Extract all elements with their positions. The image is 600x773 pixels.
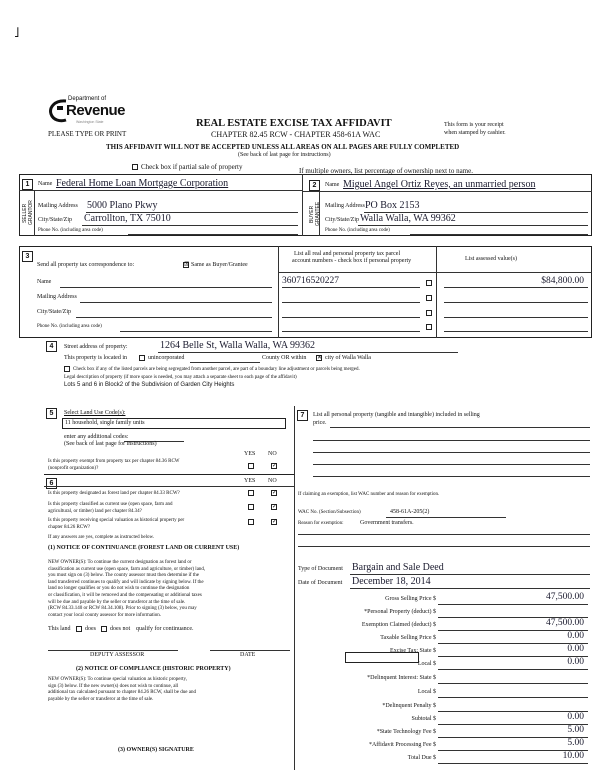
doc-type[interactable]: Bargain and Sale Deed bbox=[352, 562, 444, 573]
instructions-note: (See back of last page for instructions) bbox=[238, 152, 331, 158]
land-use-instructions: (See back of last page for instructions) bbox=[64, 441, 157, 447]
segregated-label: Check box if any of the listed parcels are being segregated from another parcel, are part of a boundary line adjustment or parcels being merged. bbox=[73, 367, 360, 372]
buyer-phone-label: Phone No. (including area code) bbox=[325, 228, 390, 233]
tax-row-label: Local $ bbox=[417, 661, 436, 667]
reason-label: Reason for exemption: bbox=[298, 521, 344, 526]
tax-row-label: *State Technology Fee $ bbox=[376, 729, 436, 735]
unincorporated-checkbox[interactable] bbox=[139, 355, 145, 361]
street-address[interactable]: 1264 Belle St, Walla Walla, WA 99362 bbox=[160, 340, 316, 351]
warning-text: THIS AFFIDAVIT WILL NOT BE ACCEPTED UNLESS ALL AREAS ON ALL PAGES ARE FULLY COMPLETED bbox=[106, 143, 460, 151]
tax-row-label: Exemption Claimed (deduct) $ bbox=[361, 622, 436, 628]
parcel-personal-checkbox-2[interactable] bbox=[426, 295, 432, 301]
current-use-q-b: agricultural, or timber) land per chapter 84.34? bbox=[48, 509, 142, 514]
exemption-reason[interactable]: Government transfers. bbox=[360, 520, 414, 526]
logo-name: Revenue bbox=[66, 102, 126, 119]
parcel-header-1: List all real and personal property tax parcel bbox=[294, 251, 401, 257]
exempt-no-checkbox[interactable]: ✓ bbox=[272, 463, 278, 469]
logo-state: Washington State bbox=[76, 120, 104, 124]
tax-row-label: *Delinquent Interest: State $ bbox=[367, 675, 436, 681]
s3-mailing-label: Mailing Address bbox=[37, 294, 77, 300]
seller-name-label: Name bbox=[38, 181, 53, 187]
does-not-label: does not bbox=[110, 626, 131, 632]
exemption-claim-label: If claiming an exemption, list WAC number and reason for exemption. bbox=[298, 492, 440, 497]
notice-1-body bbox=[48, 560, 292, 619]
seller-mailing-label: Mailing Address bbox=[38, 203, 78, 209]
section-3-number: 3 bbox=[22, 251, 33, 262]
doc-date[interactable]: December 18, 2014 bbox=[352, 576, 431, 587]
historic-q-a: Is this property receiving special valuation as historical property per bbox=[48, 518, 185, 523]
this-land-label: This land bbox=[48, 626, 71, 632]
historic-no-checkbox[interactable]: ✓ bbox=[272, 519, 278, 525]
doc-type-label: Type of Document bbox=[298, 566, 343, 572]
city-checkbox[interactable]: ✕ bbox=[317, 355, 323, 361]
tax-row-value[interactable]: 0.00 bbox=[567, 631, 584, 641]
parcel-personal-checkbox-4[interactable] bbox=[426, 324, 432, 330]
land-use-code[interactable]: 11 household, single family units bbox=[65, 420, 145, 426]
wac-number[interactable]: 458-61A-205(2) bbox=[390, 509, 430, 515]
notice-1-line: you must sign on (3) below. The county assessor must then determine if the bbox=[48, 573, 199, 579]
qualify-label: qualify for continuance. bbox=[136, 626, 194, 632]
buyer-city-label: City/State/Zip bbox=[325, 217, 359, 223]
receipt-note-1: This form is your receipt bbox=[444, 122, 504, 128]
tax-row-label: Taxable Selling Price $ bbox=[380, 635, 436, 641]
tax-row-value[interactable]: 5.00 bbox=[567, 738, 584, 748]
section-6-number: 6 bbox=[46, 478, 57, 489]
tax-row-value[interactable]: 5.00 bbox=[567, 725, 584, 735]
form-title: REAL ESTATE EXCISE TAX AFFIDAVIT bbox=[196, 118, 392, 129]
seller-name[interactable]: Federal Home Loan Mortgage Corporation bbox=[56, 178, 229, 189]
buyer-name-label: Name bbox=[325, 182, 340, 188]
assessed-value[interactable]: $84,800.00 bbox=[541, 276, 584, 286]
same-as-buyer-label: Same as Buyer/Grantee bbox=[191, 262, 248, 268]
tax-row-value[interactable]: 0.00 bbox=[567, 712, 584, 722]
tax-row-value[interactable]: 0.00 bbox=[567, 644, 584, 654]
deputy-date-label: DATE bbox=[240, 652, 256, 658]
historic-q-b: chapter 84.26 RCW? bbox=[48, 525, 91, 530]
land-use-label: Select Land Use Code(s): bbox=[64, 410, 126, 416]
tax-row-label: Total Due $ bbox=[407, 755, 436, 761]
notice-2-title: (2) NOTICE OF COMPLIANCE (HISTORIC PROPERTY) bbox=[76, 666, 231, 672]
current-use-yes-checkbox[interactable] bbox=[248, 504, 254, 510]
notice-1-line: land no longer qualifies or you do not wish to continue the designation bbox=[48, 586, 190, 592]
personal-prop-1: List all personal property (tangible and intangible) included in selling bbox=[313, 412, 480, 418]
exempt-q-1: Is this property exempt from property tax per chapter 84.36 RCW bbox=[48, 459, 180, 464]
assessed-header: List assessed value(s) bbox=[465, 256, 517, 262]
notice-2-line: sign (3) below. If the new owner(s) does not wish to continue, all bbox=[48, 683, 179, 689]
does-checkbox[interactable] bbox=[76, 626, 82, 632]
tax-row-label: Gross Selling Price $ bbox=[385, 596, 436, 602]
seller-city[interactable]: Carrollton, TX 75010 bbox=[84, 213, 171, 224]
notice-1-line: or classification, it will be removed and the compensating or additional taxes bbox=[48, 592, 202, 598]
section-1-number: 1 bbox=[22, 179, 33, 190]
notice-2-body bbox=[48, 677, 292, 703]
s6-no: NO bbox=[268, 478, 277, 484]
historic-yes-checkbox[interactable] bbox=[248, 519, 254, 525]
exempt-q-2: (nonprofit organization)? bbox=[48, 466, 99, 471]
owner-signature-title: (3) OWNER(S) SIGNATURE bbox=[118, 747, 194, 753]
tax-row-value[interactable]: 10.00 bbox=[562, 751, 584, 761]
seller-city-label: City/State/Zip bbox=[38, 217, 72, 223]
does-label: does bbox=[85, 626, 96, 632]
parcel-personal-checkbox-1[interactable] bbox=[426, 280, 432, 286]
located-in-label: This property is located in bbox=[64, 355, 127, 361]
tax-row-label: Subtotal $ bbox=[411, 716, 436, 722]
tax-row-label: *Personal Property (deduct) $ bbox=[364, 609, 436, 615]
county-or-within: County OR within bbox=[262, 355, 307, 361]
notice-1-title: (1) NOTICE OF CONTINUANCE (FOREST LAND OR CURRENT USE) bbox=[48, 545, 240, 551]
legal-description[interactable]: Lots 5 and 6 in Block2 of the Subdivision of Garden City Heights bbox=[64, 382, 235, 388]
margin-mark: ˩ bbox=[14, 26, 20, 41]
multiple-owners-note: If multiple owners, list percentage of ownership next to name. bbox=[299, 167, 473, 175]
parcel-header-2: account numbers - check box if personal property bbox=[292, 258, 412, 264]
section-7-number: 7 bbox=[297, 410, 308, 421]
tax-row-label: Excise Tax: State $ bbox=[390, 648, 436, 654]
tax-row-value[interactable]: 0.00 bbox=[567, 657, 584, 667]
unincorporated-label: unincorporated bbox=[148, 355, 185, 361]
local-code-box[interactable] bbox=[345, 652, 419, 663]
buyer-side-label: BUYER GRANTEE bbox=[309, 201, 321, 227]
deputy-assessor-label: DEPUTY ASSESSOR bbox=[90, 652, 145, 658]
notice-2-line: NEW OWNER(S): To continue special valuation as historic property, bbox=[48, 677, 187, 682]
forest-q: Is this property designated as forest land per chapter 84.33 RCW? bbox=[48, 491, 180, 496]
buyer-name[interactable]: Miguel Angel Ortiz Reyes, an unmarried person bbox=[343, 179, 536, 190]
tax-row-value[interactable]: 47,500.00 bbox=[546, 592, 584, 602]
tax-row-value[interactable]: 47,500.00 bbox=[546, 618, 584, 628]
partial-sale-label: Check box if partial sale of property bbox=[141, 163, 243, 171]
additional-codes-label: enter any additional codes: bbox=[64, 434, 129, 440]
section-5-number: 5 bbox=[46, 408, 57, 419]
segregated-checkbox[interactable] bbox=[64, 366, 70, 372]
tax-row-label: *Delinquent Penalty $ bbox=[382, 703, 436, 709]
doc-date-label: Date of Document bbox=[298, 580, 343, 586]
notice-1-line: will be due and payable by the seller or transferor at the time of sale. bbox=[48, 599, 186, 605]
s3-phone-label: Phone No. (including area code) bbox=[37, 324, 102, 329]
current-use-no-checkbox[interactable]: ✓ bbox=[272, 504, 278, 510]
s6-yes: YES bbox=[244, 478, 256, 484]
exempt-yes-checkbox[interactable] bbox=[248, 463, 254, 469]
tax-row-label: Local $ bbox=[417, 689, 436, 695]
logo-dept: Department of bbox=[68, 96, 107, 102]
parcel-number[interactable]: 360716520227 bbox=[282, 276, 339, 286]
city-of-label: city of Walla Walla bbox=[325, 355, 371, 361]
dor-logo bbox=[48, 94, 126, 128]
receipt-note-2: when stamped by cashier. bbox=[444, 130, 506, 136]
buyer-mailing[interactable]: PO Box 2153 bbox=[365, 200, 420, 211]
legal-desc-label: Legal description of property (if more space is needed, you may attach a separate sheet to each page of the affidavit) bbox=[64, 375, 297, 380]
section-4-number: 4 bbox=[46, 341, 57, 352]
does-not-checkbox[interactable] bbox=[101, 626, 107, 632]
tax-row-label: *Affidavit Processing Fee $ bbox=[368, 742, 436, 748]
seller-side-label: SELLER GRANTOR bbox=[22, 200, 34, 226]
buyer-mailing-label: Mailing Address bbox=[325, 203, 365, 209]
seller-phone-label: Phone No. (including area code) bbox=[38, 228, 103, 233]
parcel-personal-checkbox-3[interactable] bbox=[426, 310, 432, 316]
forest-no-checkbox[interactable]: ✓ bbox=[272, 490, 278, 496]
personal-prop-2: price. bbox=[313, 420, 327, 426]
seller-mailing[interactable]: 5000 Plano Pkwy bbox=[87, 200, 158, 211]
notice-2-line: payable by the seller or transferor at the time of sale. bbox=[48, 696, 154, 702]
forest-yes-checkbox[interactable] bbox=[248, 490, 254, 496]
street-label: Street address of property: bbox=[64, 344, 128, 350]
if-any-yes: If any answers are yes, complete as instructed below. bbox=[48, 535, 155, 540]
notice-1-line: land transferred continues to qualify and will indicate by signing below. If the bbox=[48, 579, 204, 585]
current-use-q-a: Is this property classified as current use (open space, farm and bbox=[48, 502, 173, 507]
partial-sale-checkbox[interactable] bbox=[132, 164, 138, 170]
same-as-buyer-checkbox[interactable]: ☒ bbox=[184, 262, 190, 268]
notice-1-line: contact your local county assessor for more information. bbox=[48, 612, 162, 618]
notice-1-line: (RCW 84.33.140 or RCW 84.34.108). Prior to signing (3) below, you may bbox=[48, 606, 197, 612]
s3-name-label: Name bbox=[37, 279, 52, 285]
s5-no: NO bbox=[268, 451, 277, 457]
please-type: PLEASE TYPE OR PRINT bbox=[48, 130, 127, 138]
form-chapter: CHAPTER 82.45 RCW - CHAPTER 458-61A WAC bbox=[211, 130, 381, 139]
wac-label: WAC No. (Section/Subsection) bbox=[298, 510, 361, 515]
send-correspondence-label: Send all property tax correspondence to: bbox=[37, 262, 135, 268]
buyer-city[interactable]: Walla Walla, WA 99362 bbox=[360, 213, 456, 224]
s5-yes: YES bbox=[244, 451, 256, 457]
notice-1-line: classification as current use (open space, farm and agriculture, or timber) land, bbox=[48, 566, 206, 572]
section-2-number: 2 bbox=[309, 180, 320, 191]
notice-2-line: additional tax calculated pursuant to chapter 84.26 RCW, shall be due and bbox=[48, 690, 196, 696]
s3-city-label: City/State/Zip bbox=[37, 309, 71, 315]
notice-1-line: NEW OWNER(S): To continue the current designation as forest land or bbox=[48, 560, 192, 565]
